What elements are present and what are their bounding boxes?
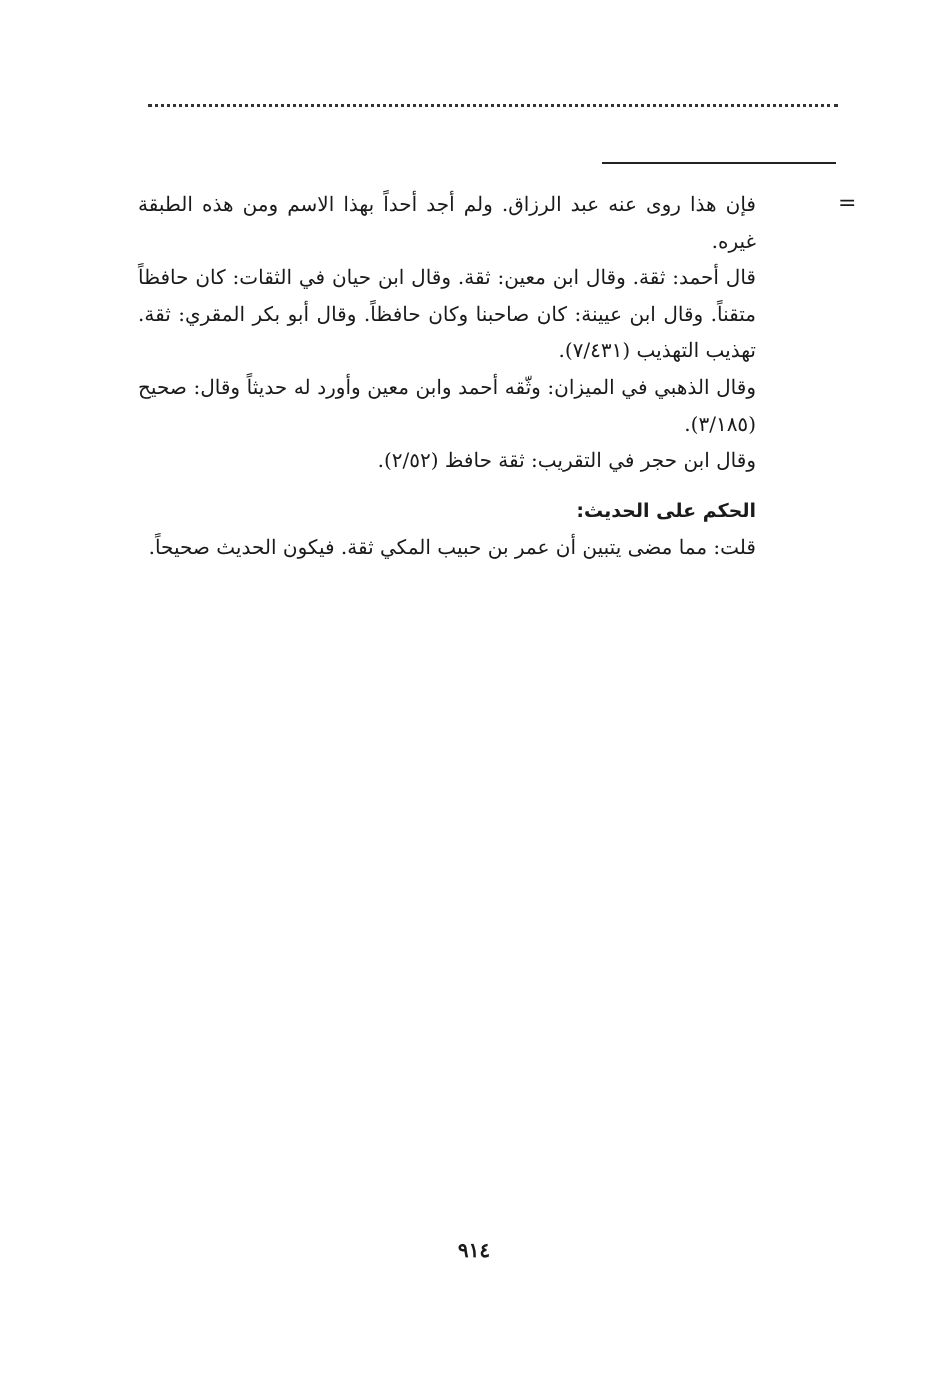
top-dotted-separator: [148, 104, 838, 107]
paragraph-5: قلت: مما مضى يتبين أن عمر بن حبيب المكي ثقة. فيكون الحديث صحيحاً.: [148, 535, 756, 560]
body-text: [138, 186, 756, 566]
paragraph-3: وقال الذهبي في الميزان: وثّقه أحمد وابن معين وأورد له حديثاً وقال: صحيح (٣/١٨٥).: [138, 374, 756, 436]
paragraph-2: قال أحمد: ثقة. وقال ابن معين: ثقة. وقال ابن حيان في الثقات: كان حافظاً متقناً. وقال ابن عيينة: كان صاحبنا وكان حافظاً. وقال أبو بكر المقري: ثقة. تهذيب التهذيب (٧/٤٣١).: [138, 265, 756, 363]
footnote-rule: [602, 162, 836, 164]
page-number: ٩١٤: [457, 1238, 491, 1262]
section-heading: الحكم على الحديث:: [576, 499, 756, 522]
continuation-mark: =: [838, 191, 857, 216]
paragraph-1: فإن هذا روى عنه عبد الرزاق. ولم أجد أحداً بهذا الاسم ومن هذه الطبقة غيره.: [138, 192, 756, 253]
paragraph-4: وقال ابن حجر في التقريب: ثقة حافظ (٢/٥٢).: [377, 448, 756, 473]
